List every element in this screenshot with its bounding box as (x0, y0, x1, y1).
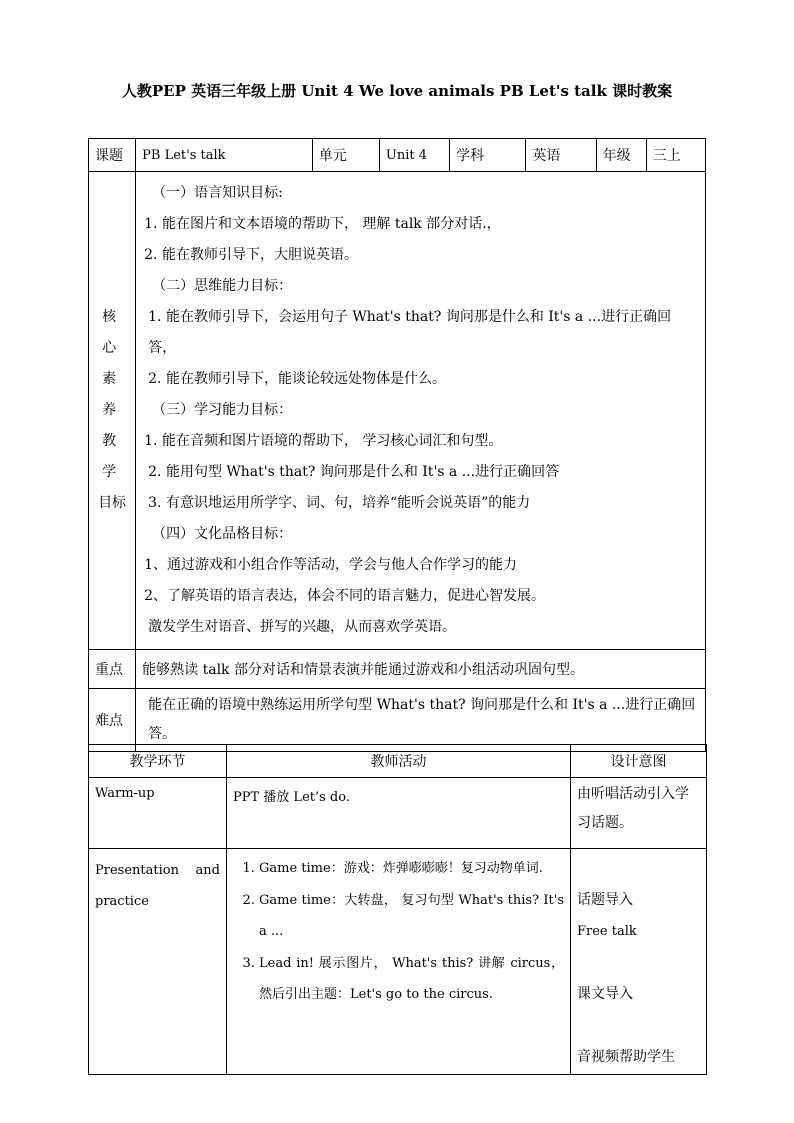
goal-line: 2. 能在教师引导下，能谈论较远处物体是什么。 (148, 371, 446, 387)
goals-label-line: 素 养 (102, 371, 123, 418)
activity-list (233, 853, 564, 1011)
topic-label: 课题 (89, 139, 136, 172)
goal-line: 1. 能在音频和图片语境的帮助下， 学习核心词汇和句型。 (144, 433, 503, 449)
design-line: 音视频帮助学生 (577, 1049, 675, 1065)
difficulty-label: 难点 (89, 689, 136, 752)
design-header: 设计意图 (571, 745, 707, 778)
goal-line: 激发学生对语音、拼写的兴趣，从而喜欢学英语。 (148, 619, 457, 635)
design-line (577, 853, 700, 885)
design-line: 课文导入 (577, 986, 633, 1002)
design-line (577, 1011, 700, 1043)
warmup-design: 由听唱活动引入学习话题。 (571, 778, 707, 849)
goal-line: 1. 能在图片和文本语境的帮助下， 理解 talk 部分对话.， (144, 216, 501, 232)
design-line (577, 948, 700, 980)
goal-line: （一）语言知识目标: (152, 185, 283, 201)
lesson-info-table (88, 138, 706, 752)
key-point-label: 重点 (89, 650, 136, 689)
presentation-design (571, 849, 707, 1075)
goals-label (89, 172, 136, 650)
goal-line: 2、了解英语的语言表达，体会不同的语言魅力，促进心智发展。 (144, 588, 546, 604)
unit-label: 单元 (312, 139, 379, 172)
subject-value: 英语 (526, 139, 596, 172)
goals-content (136, 172, 706, 650)
presentation-row (89, 849, 707, 1075)
presentation-stage: Presentation and practice (89, 849, 227, 1075)
document-title: 人教PEP 英语三年级上册 Unit 4 We love animals PB Let's talk 课时教案 (121, 82, 673, 100)
goal-line: （二）思维能力目标： (152, 278, 293, 294)
grade-value: 三上 (646, 139, 705, 172)
key-point-text: 能够熟读 talk 部分对话和情景表演并能通过游戏和小组活动巩固句型。 (136, 650, 706, 689)
goals-label-line: 目标 (98, 495, 127, 511)
activity-header: 教师活动 (227, 745, 571, 778)
warmup-activity: PPT 播放 Let’s do. (227, 778, 571, 849)
goal-line: 2. 能用句型 What's that? 询问那是什么和 It's a ...进行正确回答 (148, 464, 560, 480)
warmup-row (89, 778, 707, 849)
activity-item: 1. Game time：游戏：炸弹嘭嘭嘭！复习动物单词. (259, 853, 564, 885)
activity-item: 2. Game time：大转盘， 复习句型 What's this? It's a ... (259, 885, 564, 948)
key-point-row (89, 650, 706, 689)
warmup-stage: Warm-up (89, 778, 227, 849)
grade-label: 年级 (596, 139, 646, 172)
goals-label-line: 核 心 (102, 309, 123, 356)
presentation-activities (227, 849, 571, 1075)
goals-label-line: 教 学 (102, 433, 123, 480)
design-line: 话题导入 (577, 891, 633, 908)
unit-value: Unit 4 (379, 139, 449, 172)
goal-line: 1. 能在教师引导下，会运用句子 What's that? 询问那是什么和 It's a ...进行正确回答， (148, 309, 672, 356)
stage-header: 教学环节 (89, 745, 227, 778)
difficulty-text: 能在正确的语境中熟练运用所学句型 What's that? 询问那是什么和 It's a ...进行正确回答。 (136, 689, 706, 752)
topic-value: PB Let's talk (136, 139, 313, 172)
header-row (89, 139, 706, 172)
plan-header-row (89, 745, 707, 778)
difficulty-row (89, 689, 706, 752)
subject-label: 学科 (450, 139, 526, 172)
goal-line: （三）学习能力目标： (152, 402, 293, 418)
goals-row (89, 172, 706, 650)
goal-line: 1、通过游戏和小组合作等活动，学会与他人合作学习的能力 (144, 557, 518, 573)
goal-line: （四）文化品格目标： (152, 526, 293, 542)
goal-line: 2. 能在教师引导下，大胆说英语。 (144, 247, 358, 263)
goal-line: 3. 有意识地运用所学字、词、句，培养“能听会说英语”的能力 (148, 495, 531, 511)
design-line: Free talk (577, 924, 637, 939)
activity-item: 3. Lead in! 展示图片， What's this? 讲解 circus， 然后引出主题：Let's go to the circus. (259, 948, 564, 1011)
teaching-plan-table (88, 744, 707, 1075)
